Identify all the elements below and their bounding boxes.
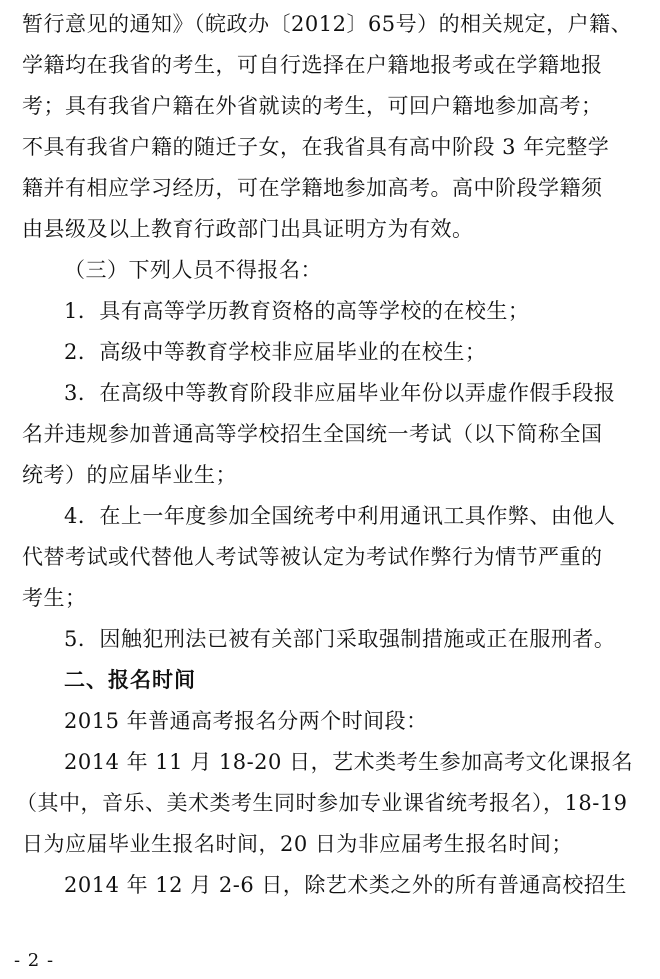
paragraph-line: 籍并有相应学习经历，可在学籍地参加高考。高中阶段学籍须 [22,176,603,200]
paragraph-line: 日为应届毕业生报名时间，20 日为非应届考生报名时间； [22,832,573,856]
paragraph-line: 考；具有我省户籍在外省就读的考生，可回户籍地参加高考； [22,94,603,118]
list-item: 1．具有高等学历教育资格的高等学校的在校生； [64,299,530,323]
page-number: - 2 - [14,950,55,971]
paragraph-line: 暂行意见的通知》（皖政办〔2012〕65号）的相关规定，户籍、 [22,12,633,36]
list-item: 5．因触犯刑法已被有关部门采取强制措施或正在服刑者。 [64,627,616,651]
paragraph-line: 名并违规参加普通高等学校招生全国统一考试（以下简称全国 [22,422,603,446]
paragraph-line: 统考）的应届毕业生； [22,463,237,487]
list-item: 4．在上一年度参加全国统考中利用通讯工具作弊、由他人 [64,504,616,528]
paragraph-line: 2015 年普通高考报名分两个时间段： [64,709,428,733]
paragraph-line: 2014 年 11 月 18-20 日，艺术类考生参加高考文化课报名 [64,750,634,774]
subsection-heading: （三）下列人员不得报名： [64,258,322,282]
paragraph-line: （其中，音乐、美术类考生同时参加专业课省统考报名），18-19 [16,791,628,815]
list-item: 2．高级中等教育学校非应届毕业的在校生； [64,340,487,364]
section-heading: 二、报名时间 [64,668,196,692]
paragraph-line: 代替考试或代替他人考试等被认定为考试作弊行为情节严重的 [22,545,603,569]
paragraph-line: 考生； [22,586,87,610]
paragraph-line: 不具有我省户籍的随迁子女，在我省具有高中阶段 3 年完整学 [22,135,610,159]
list-item: 3．在高级中等教育阶段非应届毕业年份以弄虚作假手段报 [64,381,616,405]
paragraph-line: 由县级及以上教育行政部门出具证明方为有效。 [22,217,474,241]
paragraph-line: 学籍均在我省的考生，可自行选择在户籍地报考或在学籍地报 [22,53,603,77]
paragraph-line: 2014 年 12 月 2-6 日，除艺术类之外的所有普通高校招生 [64,873,627,897]
